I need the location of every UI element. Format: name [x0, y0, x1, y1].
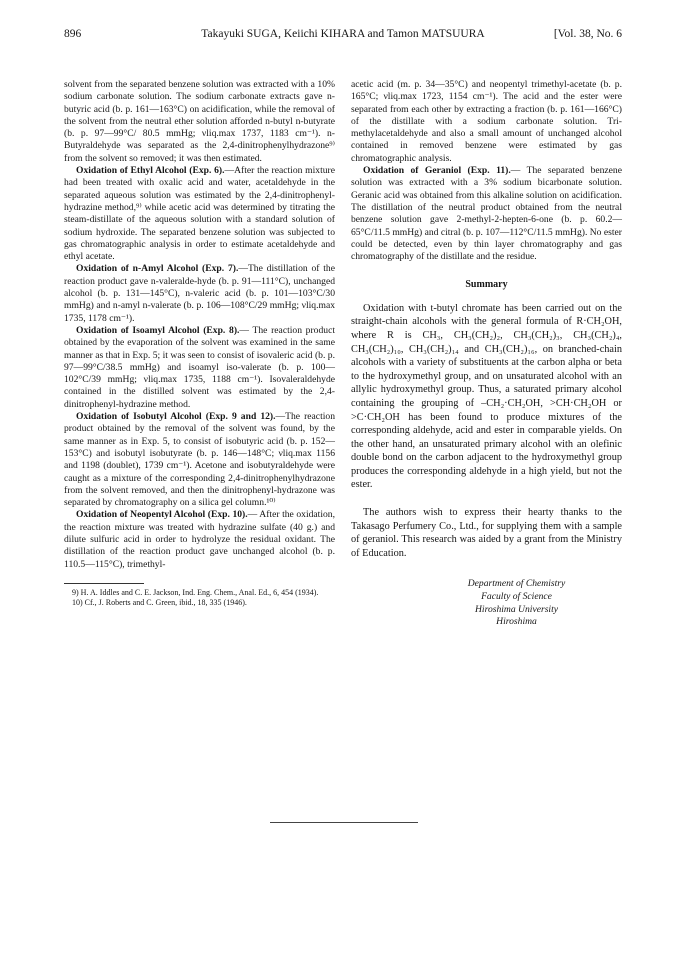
- summary-paragraph: Oxidation with t-butyl chromate has been carried out on the straight-chain alcohols with the general formula of R·CH₂OH, where R is CH₃, CH₃(CH₂)₂, CH₃(CH₂)₃, CH₃(CH₂)₄, CH₃(CH₂)₁₀, CH₃(CH₂)₁₄ and CH₃(CH₂)₁₆, on branched-chain alcohols with a variety of substituents at the carbon alpha or beta to the hydroxymethyl group, and on unsaturated alcohol with an allylic hydroxymethyl group. Thus, a saturated primary alcohol containing the grouping of –CH₂·CH₂OH, >CH·CH₂OH or >C·CH₂OH has been found to produce mixtures of the corresponding aldehyde, acid and ester in comparable yields. On the other hand, an unsaturated primary alcohol with an olefinic double bond on the carbon adjacent to the hydroxymethyl group produces the corresponding aldehyde in a high yield, but not the ester.: [351, 302, 622, 491]
- affiliation-line: Department of Chemistry: [467, 578, 566, 590]
- section-heading: Oxidation of Ethyl Alcohol (Exp. 6).: [76, 165, 225, 177]
- paragraph-text: — The reaction product obtained by the evaporation of the solvent was examined in the same manner as that in Exp. 5; it was seen to consist of isovaleric acid (b. p. 97—99°C/38.5 mmHg) and isoamyl iso-valerate (b. p. 100—102°C/39 mmHg; νliq.max 1735, 1188 cm⁻¹). Isovaleraldehyde contained in the distilled solvent was estimated by the 2,4-dinitrophenyl-hydrazine method.: [64, 324, 335, 410]
- page-number: 896: [64, 28, 82, 40]
- section-heading: Oxidation of n-Amyl Alcohol (Exp. 7).: [76, 263, 239, 275]
- right-column: [351, 79, 622, 629]
- acknowledgement: The authors wish to express their hearty thanks to the Takasago Perfumery Co., Ltd., for supplying them with a sample of geraniol. This research was aided by a grant from the Ministry of Education.: [351, 507, 622, 559]
- paragraph: [64, 165, 335, 263]
- paragraph: acetic acid (m. p. 34—35°C) and neopentyl trimethyl-acetate (b. p. 165°C; νliq.max 1723, 1154 cm⁻¹). The acid and the ester were separated from each other by extracting a fraction (b. p. 161—166°C) of the distillate with a sodium carbonate solution. Tri-methylacetaldehyde and also a small amount of unchanged alcohol contained in removed benzene were estimated by gas chromatographic analysis.: [351, 79, 622, 164]
- left-column: [64, 79, 335, 609]
- volume-info: [Vol. 38, No. 6: [553, 28, 622, 40]
- section-heading: Oxidation of Geraniol (Exp. 11).: [363, 165, 511, 177]
- summary-title: Summary: [465, 279, 508, 291]
- footnote: 9) H. A. Iddles and C. E. Jackson, Ind. Eng. Chem., Anal. Ed., 6, 454 (1934).: [72, 587, 319, 597]
- section-heading: Oxidation of Isoamyl Alcohol (Exp. 8).: [76, 324, 240, 336]
- paragraph: [64, 263, 335, 324]
- affiliation-line: Faculty of Science: [481, 591, 552, 603]
- paragraph-text: — The separated benzene solution was extracted with a 3% sodium bicarbonate solution. Geranic acid was obtained from this alkaline solution on acidification. The distillation of the neutral product obtained from the neutral benzene solution gave 2-methyl-2-hepten-6-one (b. p. 60.2—65°C/11.5 mmHg) and citral (b. p. 107—112°C/11.5 mmHg). No ester could be detected, even by thin layer chromatography and gas chromatography of the distillate and the residue.: [351, 165, 622, 263]
- section-heading: Oxidation of Isobutyl Alcohol (Exp. 9 and 12).: [76, 411, 276, 423]
- paragraph: [64, 325, 335, 411]
- paragraph-text: —After the reaction mixture had been treated with oxalic acid and water, acetaldehyde in the separated aqueous solution was estimated by the 2,4-dinitrophenyl-hydrazine method,⁹⁾ while acetic acid was determined by titrating the steam-distillate of the aqueous solution with a standard solution of sodium hydroxide. The separated benzene solution was subjected to gas chromatographic analysis in order to estimate acetaldehyde and ethyl acetate.: [64, 165, 335, 263]
- affiliation-line: Hiroshima: [496, 616, 537, 628]
- paragraph: solvent from the separated benzene solution was extracted with a 10% sodium carbonate solution. The sodium carbonate extracts gave n-butyric acid (b. p. 161—163°C) on acidification, while the removal of the solvent from the neutral ether solution afforded n-butyl n-butyrate (b. p. 97—99°C/ 80.5 mmHg; νliq.max 1737, 1183 cm⁻¹). n-Butyraldehyde was separated as the 2,4-dinitrophenylhydrazone⁹⁾ from the solvent so removed; it was then estimated.: [64, 79, 335, 164]
- running-header: [64, 26, 622, 42]
- footnote: 10) Cf., J. Roberts and C. Green, ibid., 18, 335 (1946).: [72, 598, 247, 608]
- running-authors: Takayuki SUGA, Keiichi KIHARA and Tamon MATSUURA: [201, 28, 485, 40]
- paragraph: [64, 411, 335, 509]
- footnote-divider: [64, 583, 144, 584]
- paragraph-text: —The distillation of the reaction product gave n-valeralde-hyde (b. p. 91—111°C), unchanged alcohol (b. p. 131—145°C), n-valeric acid (b. p. 101—103°C/30 mmHg) and n-amyl n-valerate (b. p. 106—108°C/29 mmHg; νliq.max 1735, 1178 cm⁻¹).: [64, 263, 335, 324]
- affiliation: [351, 578, 622, 628]
- end-of-article-rule: [270, 822, 418, 823]
- paragraph-text: —The reaction product obtained by the removal of the solvent was found, by the same manner as in Exp. 5, to consist of isobutyric acid (b. p. 152—153°C) and isobutyl isobutyrate (b. p. 146—148°C; νliq.max 1156 and 1198 (doublet), 1739 cm⁻¹). Acetone and isobutyraldehyde were caught as a mixture of the corresponding 2,4-dinitrophenylhydrazone from the solvent removed, and then the dinitrophenyl-hydrazone was separated by chromatography on a silica gel column.¹⁰⁾: [64, 411, 335, 509]
- paragraph: [351, 165, 622, 263]
- section-heading: Oxidation of Neopentyl Alcohol (Exp. 10).: [76, 509, 248, 521]
- paragraph-text: — After the oxidation, the reaction mixture was treated with hydrazine sulfate (40 g.) and dilute sulfuric acid in order to hydrolyze the residual oxidant. The distillation of the reaction product gave unchanged alcohol (b. p. 110.5—115°C), trimethyl-: [64, 509, 336, 570]
- affiliation-line: Hiroshima University: [474, 603, 559, 615]
- paragraph: [64, 509, 335, 570]
